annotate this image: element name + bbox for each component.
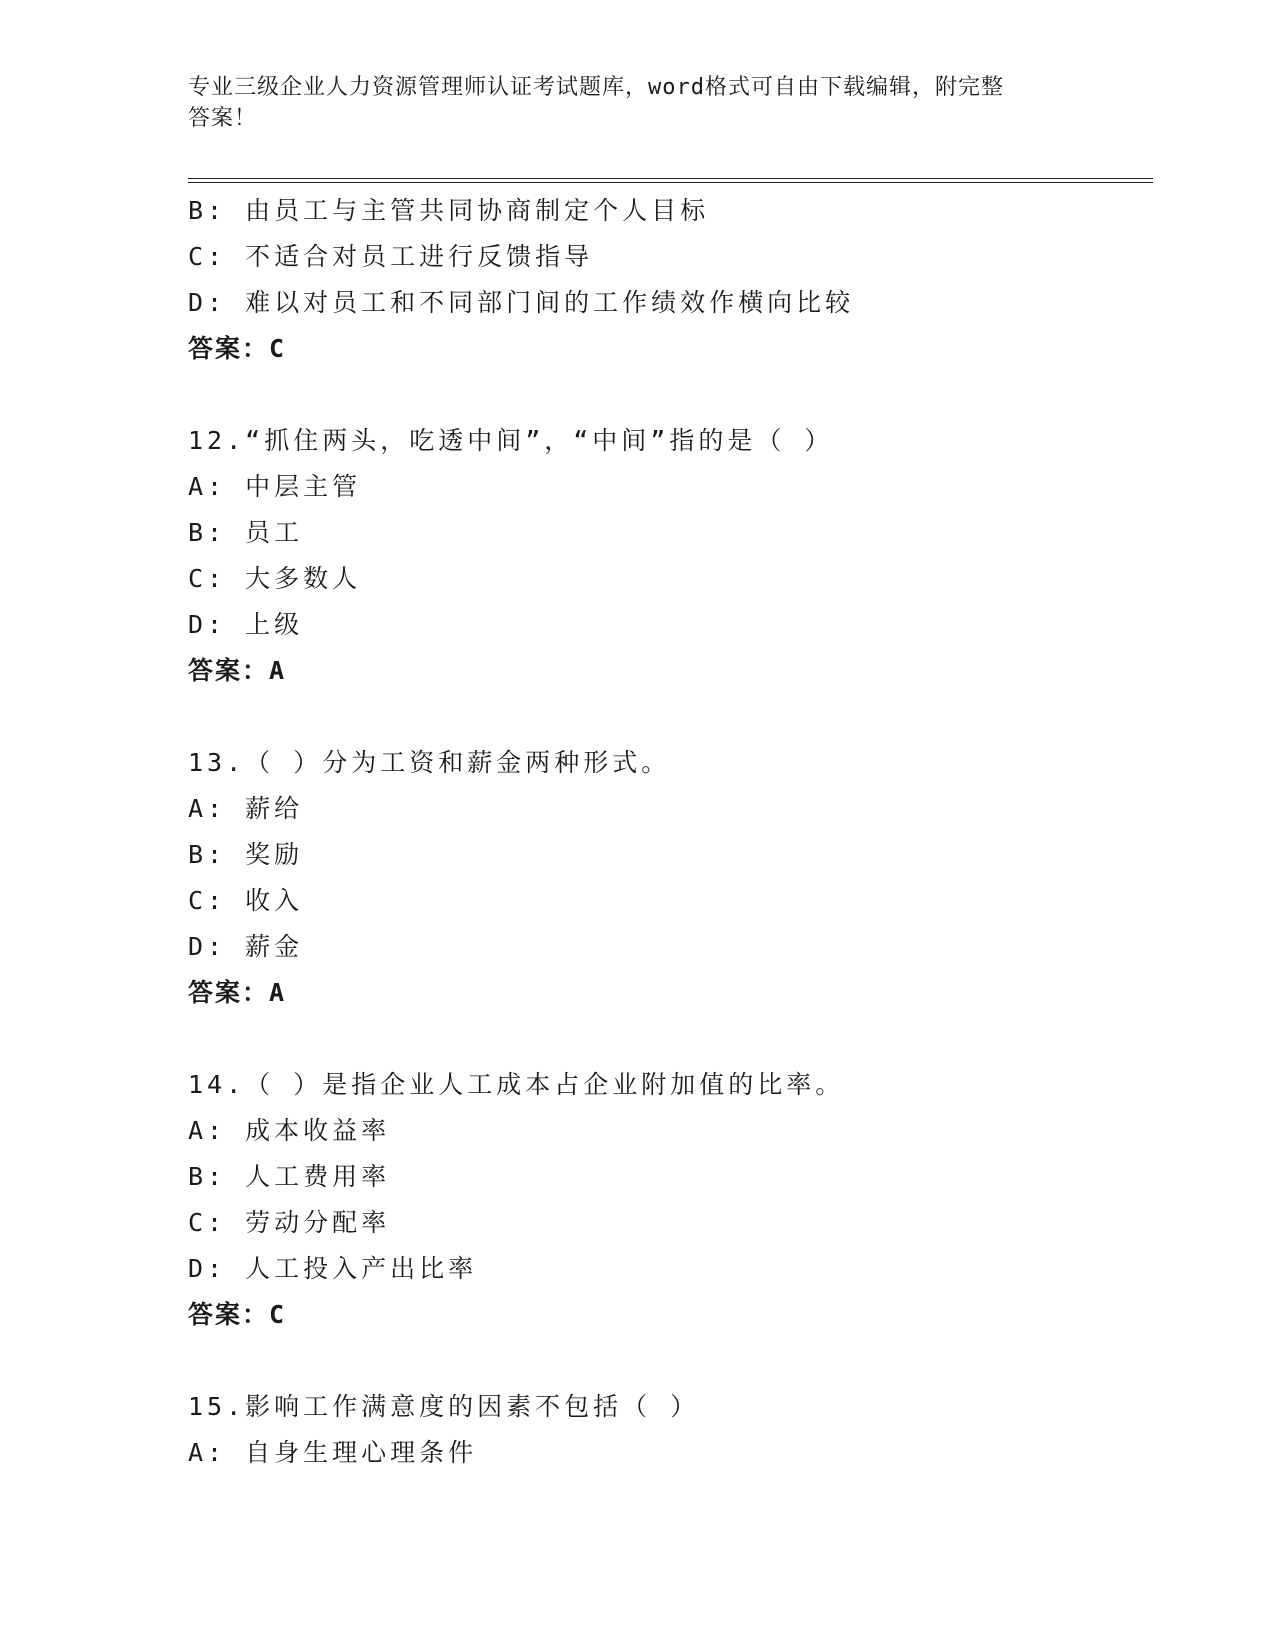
option-c: C: 不适合对员工进行反馈指导 (188, 242, 594, 271)
question-13 (188, 740, 1153, 1016)
question-stem: 14.（ ）是指企业人工成本占企业附加值的比率。 (188, 1070, 845, 1099)
option-b: B: 奖励 (188, 840, 304, 869)
spacer (188, 372, 1153, 418)
question-15 (188, 1384, 1153, 1476)
option-b: B: 员工 (188, 518, 304, 547)
question-list (188, 188, 1153, 1476)
question-stem: 12.“抓住两头，吃透中间”，“中间”指的是（ ） (188, 426, 834, 455)
option-a: A: 自身生理心理条件 (188, 1438, 478, 1467)
option-d: D: 薪金 (188, 932, 304, 961)
question-14 (188, 1062, 1153, 1338)
spacer (188, 1016, 1153, 1062)
question-11-fragment (188, 188, 1153, 372)
answer: 答案：A (188, 978, 287, 1007)
option-d: D: 难以对员工和不同部门间的工作绩效作横向比较 (188, 288, 855, 317)
question-stem: 13.（ ）分为工资和薪金两种形式。 (188, 748, 671, 777)
question-stem: 15.影响工作满意度的因素不包括（ ） (188, 1392, 700, 1421)
header-line-1: 专业三级企业人力资源管理师认证考试题库，word格式可自由下载编辑，附完整 (188, 75, 1004, 100)
answer: 答案：A (188, 656, 287, 685)
option-a: A: 中层主管 (188, 472, 362, 501)
option-c: C: 收入 (188, 886, 304, 915)
option-a: A: 薪给 (188, 794, 304, 823)
answer: 答案：C (188, 1300, 287, 1329)
option-b: B: 人工费用率 (188, 1162, 391, 1191)
spacer (188, 694, 1153, 740)
option-b: B: 由员工与主管共同协商制定个人目标 (188, 196, 710, 225)
question-12 (188, 418, 1153, 694)
option-c: C: 大多数人 (188, 564, 362, 593)
option-d: D: 人工投入产出比率 (188, 1254, 478, 1283)
header-line-2: 答案！ (188, 106, 258, 131)
header-double-rule (188, 178, 1153, 183)
option-c: C: 劳动分配率 (188, 1208, 391, 1237)
option-a: A: 成本收益率 (188, 1116, 391, 1145)
spacer (188, 1338, 1153, 1384)
option-d: D: 上级 (188, 610, 304, 639)
page-header (188, 72, 1078, 134)
answer: 答案：C (188, 334, 287, 363)
